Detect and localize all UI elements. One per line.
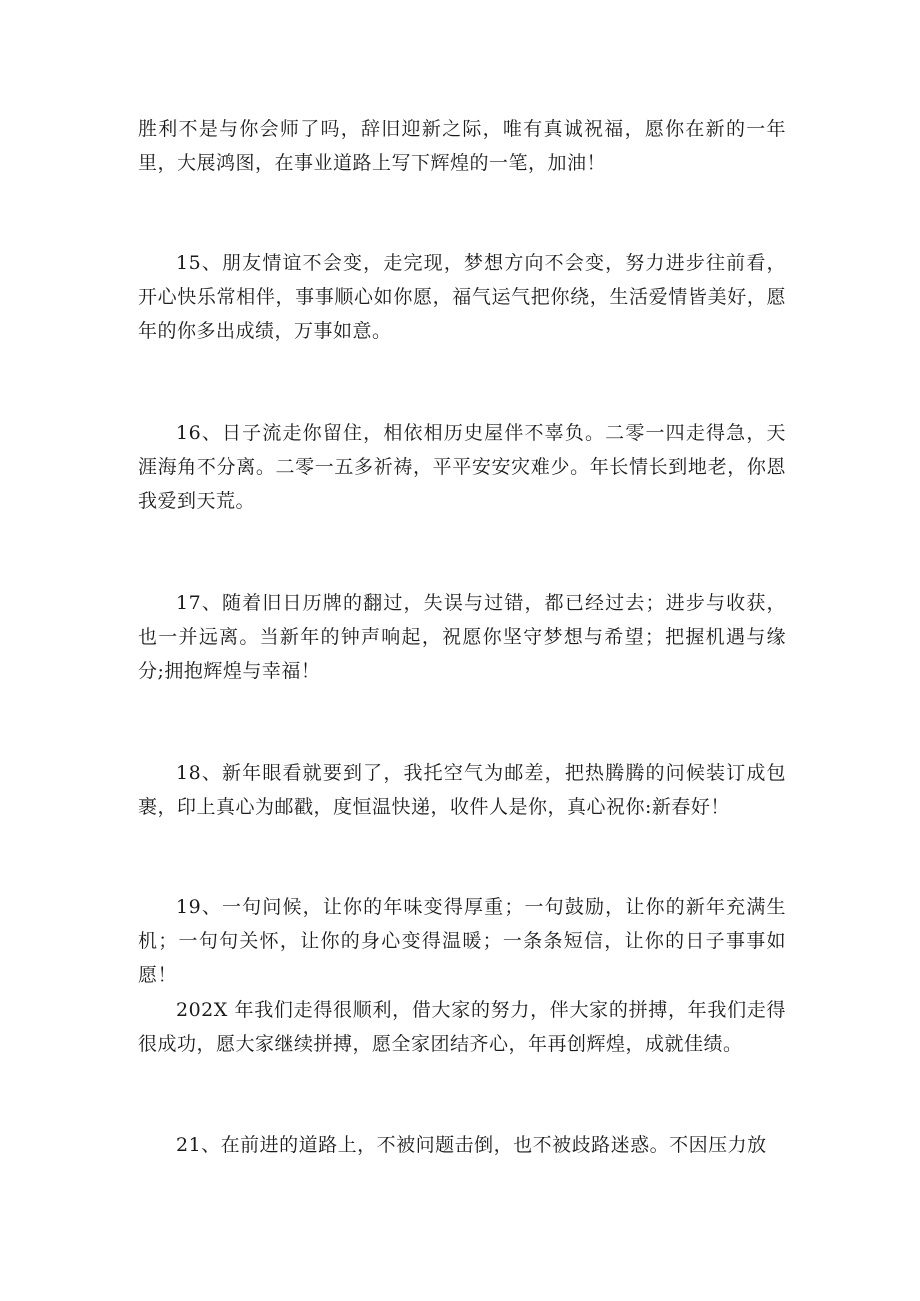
paragraph-15: 15、朋友情谊不会变，走完现，梦想方向不会变，努力进步往前看，开心快乐常相伴，事事顺心如你愿，福气运气把你绕，生活爱情皆美好，愿年的你多出成绩，万事如意。 bbox=[138, 252, 786, 342]
paragraph-202x: 202X 年我们走得很顺利，借大家的努力，伴大家的拼搏，年我们走得很成功，愿大家继续拼搏，愿全家团结齐心，年再创辉煌，成就佳绩。 bbox=[138, 999, 786, 1055]
paragraph-17: 17、随着旧日历牌的翻过，失误与过错，都已经过去；进步与收获，也一并远离。当新年的钟声响起，祝愿你坚守梦想与希望；把握机遇与缘分;拥抱辉煌与幸福！ bbox=[138, 592, 786, 682]
paragraph-18: 18、新年眼看就要到了，我托空气为邮差，把热腾腾的问候装订成包裹，印上真心为邮戳，度恒温快递，收件人是你，真心祝你:新春好！ bbox=[138, 762, 786, 818]
paragraph-19: 19、一句问候，让你的年味变得厚重；一句鼓励，让你的新年充满生机；一句句关怀，让你的身心变得温暖；一条条短信，让你的日子事事如愿！ bbox=[138, 896, 786, 986]
paragraph-16: 16、日子流走你留住，相依相历史屋伴不辜负。二零一四走得急，天涯海角不分离。二零一五多祈祷，平平安安灾难少。年长情长到地老，你恩我爱到天荒。 bbox=[138, 422, 786, 512]
paragraph-21: 21、在前进的道路上，不被问题击倒，也不被歧路迷惑。不因压力放 bbox=[176, 1134, 767, 1156]
paragraph-continued: 胜利不是与你会师了吗，辞旧迎新之际，唯有真诚祝福，愿你在新的一年里，大展鸿图，在事业道路上写下辉煌的一笔，加油！ bbox=[138, 118, 786, 174]
